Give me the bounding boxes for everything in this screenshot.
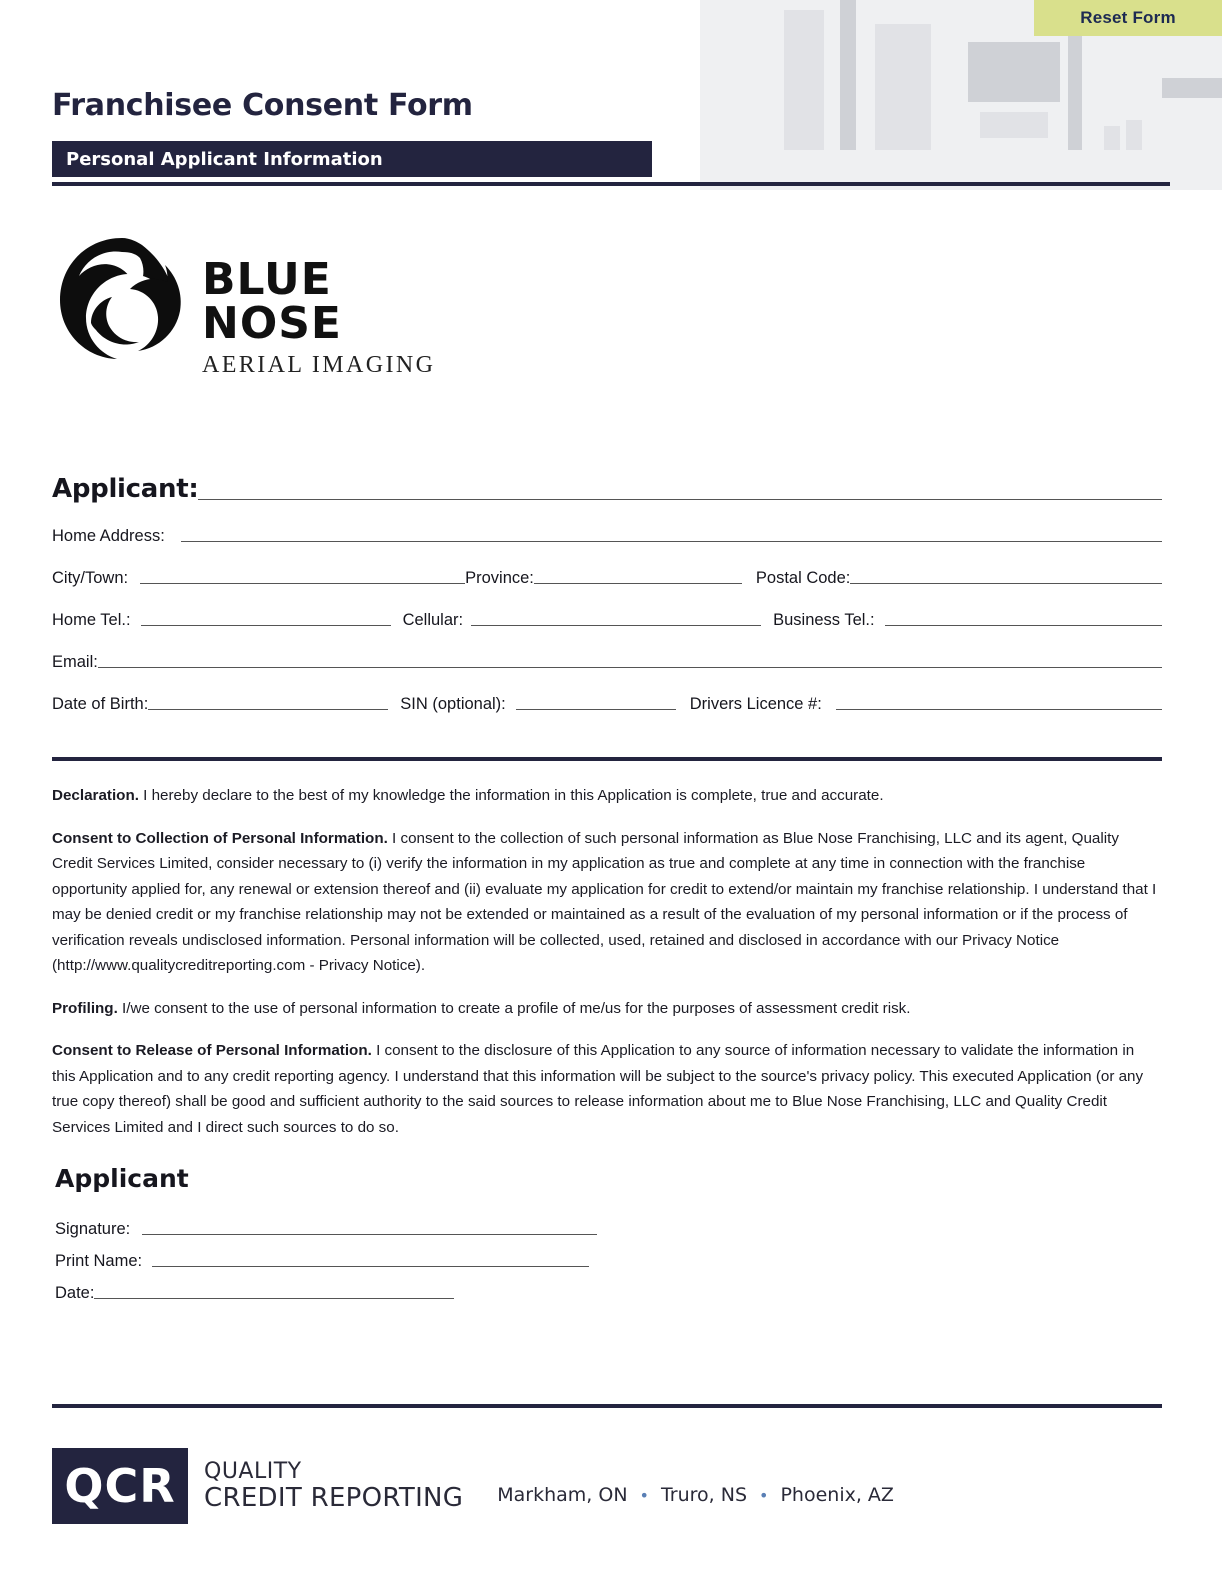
business-tel-input[interactable] <box>885 625 1162 626</box>
postal-code-input[interactable] <box>850 583 1162 584</box>
email-input[interactable] <box>98 667 1162 668</box>
row-print-name <box>55 1239 675 1271</box>
home-address-input[interactable] <box>181 541 1162 542</box>
applicant-label: Applicant: <box>52 474 199 504</box>
footer-cities <box>497 1466 894 1506</box>
drivers-licence-input[interactable] <box>836 709 1162 710</box>
section-header-personal-applicant-information: Personal Applicant Information <box>52 141 652 177</box>
home-tel-input[interactable] <box>141 625 391 626</box>
collection-title: Consent to Collection of Personal Information. <box>52 829 388 847</box>
print-name-label: Print Name: <box>55 1252 143 1270</box>
signature-label: Signature: <box>55 1220 131 1238</box>
signature-section-heading: Applicant <box>55 1164 189 1193</box>
row-date <box>55 1271 675 1303</box>
applicant-input[interactable] <box>198 499 1162 500</box>
print-name-input[interactable] <box>152 1266 589 1267</box>
page-title: Franchisee Consent Form <box>52 88 473 123</box>
release-title: Consent to Release of Personal Information. <box>52 1042 372 1059</box>
date-label: Date: <box>55 1284 95 1302</box>
city-label: City/Town: <box>52 569 129 587</box>
signature-block <box>55 1207 675 1303</box>
city-truro: Truro, NS <box>660 1484 748 1506</box>
postal-code-label: Postal Code: <box>755 569 851 587</box>
home-address-label: Home Address: <box>52 527 165 545</box>
profiling-paragraph <box>52 996 1162 1022</box>
city-input[interactable] <box>140 583 465 584</box>
brand-subtitle: AERIAL IMAGING <box>202 352 436 378</box>
province-label: Province: <box>465 569 534 587</box>
legal-text-block <box>52 783 1162 1157</box>
reset-form-button[interactable]: Reset Form <box>1034 0 1222 36</box>
row-dob-sin-licence <box>52 672 1162 714</box>
city-phoenix: Phoenix, AZ <box>780 1484 894 1506</box>
date-input[interactable] <box>94 1298 454 1299</box>
footer <box>52 1448 894 1524</box>
declaration-paragraph <box>52 783 1162 809</box>
collection-paragraph <box>52 826 1162 979</box>
separator-dot-icon-2: • <box>759 1485 769 1505</box>
row-applicant <box>52 462 1162 504</box>
qcr-logo: QCR <box>52 1448 188 1524</box>
home-tel-label: Home Tel.: <box>52 611 131 629</box>
business-tel-label: Business Tel.: <box>773 611 875 629</box>
qcr-line2: CREDIT REPORTING <box>204 1482 464 1513</box>
province-input[interactable] <box>534 583 742 584</box>
email-label: Email: <box>52 653 98 671</box>
brand-name: BLUE NOSE <box>202 254 342 349</box>
divider-top <box>52 182 1170 186</box>
declaration-text: I hereby declare to the best of my knowledge the information in this Application is complete, true and accurate. <box>138 787 884 804</box>
row-telephones <box>52 588 1162 630</box>
release-paragraph <box>52 1038 1162 1140</box>
date-of-birth-label: Date of Birth: <box>52 695 149 713</box>
profiling-text: I/we consent to the use of personal information to create a profile of me/us for the purposes of assessment credit risk. <box>117 999 911 1017</box>
collection-text: I consent to the collection of such personal information as Blue Nose Franchising, LLC and its agent, Quality Credit Services Limited, consider necessary to (i) verify the information in my application as true and complete at any time in connection with the franchise opportunity applied for, any renewal or extension thereof and (ii) evaluate my application for credit to extend/or maintain my franchise relationship. I understand that I may be denied credit or my franchise relationship may not be extended or maintained as a result of the evaluation of my personal information or if the process of verification reveals undisclosed information. Personal information will be collected, used, retained and disclosed in accordance with our Privacy Notice (http://www.qualitycreditreporting.com - Privacy Notice). <box>52 829 1157 974</box>
spiral-icon <box>52 228 192 368</box>
qcr-line1: QUALITY <box>204 1459 302 1485</box>
separator-dot-icon: • <box>639 1485 649 1505</box>
cellular-label: Cellular: <box>402 611 464 629</box>
row-home-address <box>52 504 1162 546</box>
profiling-title: Profiling. <box>52 999 118 1017</box>
drivers-licence-label: Drivers Licence #: <box>689 695 822 713</box>
city-markham: Markham, ON <box>497 1484 628 1506</box>
date-of-birth-input[interactable] <box>148 709 388 710</box>
divider-bottom <box>52 1404 1162 1408</box>
blue-nose-logo <box>52 228 472 378</box>
qcr-wordmark <box>204 1460 463 1512</box>
row-signature <box>55 1207 675 1239</box>
applicant-form <box>52 462 1162 714</box>
sin-input[interactable] <box>516 709 676 710</box>
declaration-title: Declaration. <box>52 787 139 804</box>
row-email <box>52 630 1162 672</box>
row-city-province-postal <box>52 546 1162 588</box>
release-text: I consent to the disclosure of this Application to any source of information necessary to validate the information in this Application and to any credit reporting agency. I understand that this information will be subject to the source's privacy policy. This executed Application (or any true copy thereof) shall be good and sufficient authority to the said sources to release information about me to Blue Nose Franchising, LLC and Quality Credit Services Limited and I direct such sources to do so. <box>52 1042 1144 1136</box>
signature-input[interactable] <box>142 1234 597 1235</box>
cellular-input[interactable] <box>471 625 761 626</box>
sin-label: SIN (optional): <box>400 695 506 713</box>
divider-middle <box>52 757 1162 761</box>
